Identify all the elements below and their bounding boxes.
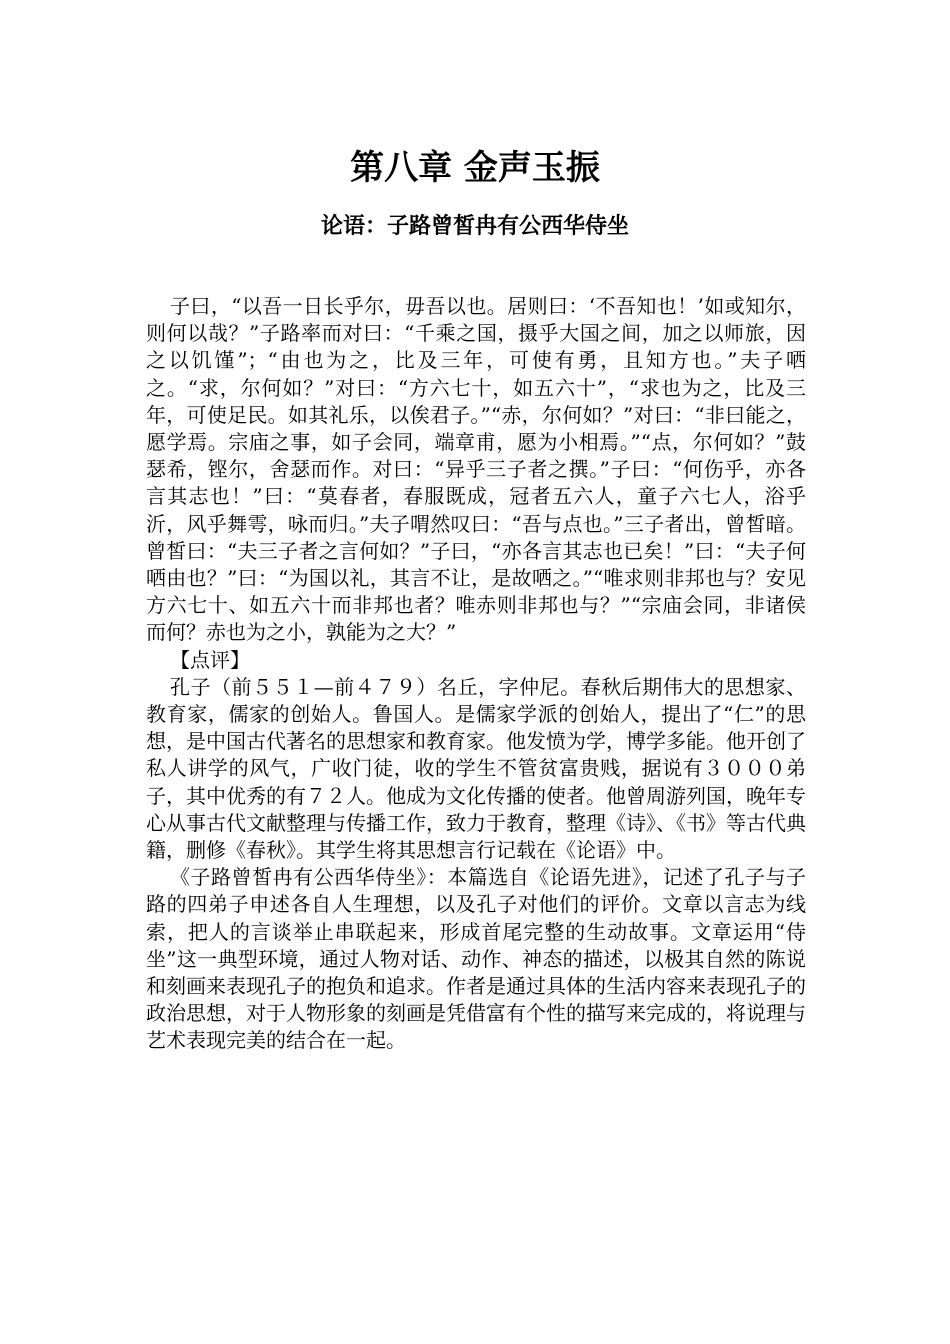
commentary-heading: 【点评】 bbox=[170, 647, 250, 672]
paragraph-dialogue: 子曰，“以吾一日长乎尔，毋吾以也。居则曰：‘不吾知也！’如或知尔，则何以哉？”子路率而对曰：“千乘之国，摄乎大国之间，加之以师旅，因之以饥馑”；“由也为之，比及三年，可使有勇，且知方也。”夫子哂之。“求，尔何如？”对曰：“方六七十，如五六十”，“求也为之，比及三年，可使足民。如其礼乐，以俟君子。”“赤，尔何如？”对曰：“非曰能之，愿学焉。宗庙之事，如子会同，端章甫，愿为小相焉。”“点，尔何如？”鼓瑟希，铿尔，舍瑟而作。对曰：“异乎三子者之撰。”子曰：“何伤乎，亦各言其志也！”曰：“莫春者，春服既成，冠者五六人，童子六七人，浴乎沂，风乎舞雩，咏而归。”夫子喟然叹曰：“吾与点也。”三子者出，曾皙暗。曾皙曰：“夫三子者之言何如？”子曰，“亦各言其志也已矣！”曰：“夫子何哂由也？”曰：“为国以礼，其言不让，是故哂之。”“唯求则非邦也与？安见方六七十、如五六十而非邦也者？唯赤则非邦也与？”“宗庙会同，非诸侯而何？赤也为之小，孰能为之大？” bbox=[146, 294, 806, 645]
section-title: 论语：子路曾皙冉有公西华侍坐 bbox=[320, 213, 629, 239]
paragraph-analysis: 《子路曾皙冉有公西华侍坐》：本篇选自《论语先进》，记述了孔子与子路的四弟子申述各自人生理想，以及孔子对他们的评价。文章以言志为线索，把人的言谈举止串联起来，形成首尾完整的生动故事。文章运用“侍坐”这一典型环境，通过人物对话、动作、神态的描述，以极其自然的陈说和刻画来表现孔子的抱负和追求。作者是通过具体的生活内容来表现孔子的政治思想，对于人物形象的刻画是凭借富有个性的描写来完成的，将说理与艺术表现完美的结合在一起。 bbox=[146, 865, 806, 1053]
chapter-title: 第八章 金声玉振 bbox=[350, 148, 600, 188]
paragraph-confucius-bio: 孔子（前５５１—前４７９）名丘，字仲尼。春秋后期伟大的思想家、教育家，儒家的创始人。鲁国人。是儒家学派的创始人，提出了“仁”的思想，是中国古代著名的思想家和教育家。他发愤为学，博学多能。他开创了私人讲学的风气，广收门徒，收的学生不管贫富贵贱，据说有３０００弟子，其中优秀的有７２人。他成为文化传播的使者。他曾周游列国，晚年专心从事古代文献整理与传播工作，致力于教育，整理《诗》、《书》等古代典籍，删修《春秋》。其学生将其思想言行记载在《论语》中。 bbox=[146, 674, 806, 863]
body-text bbox=[146, 293, 806, 1055]
